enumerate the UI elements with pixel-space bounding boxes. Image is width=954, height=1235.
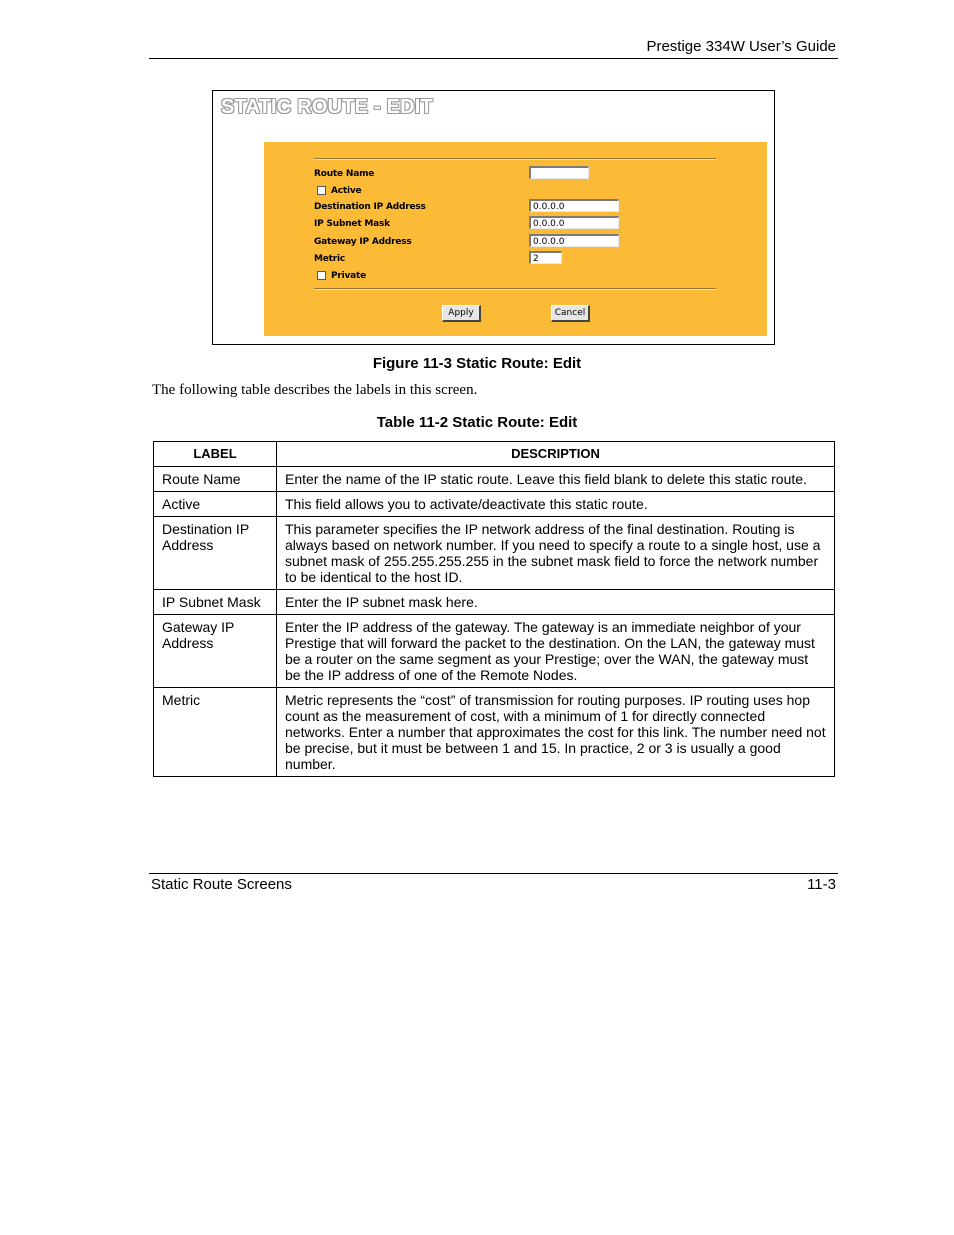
active-checkbox[interactable] <box>317 186 326 195</box>
table-row <box>154 688 835 777</box>
row-description: Enter the name of the IP static route. Leave this field blank to delete this static route. <box>277 467 835 492</box>
figure-caption: Figure 11-3 Static Route: Edit <box>372 355 582 372</box>
table-header-row <box>154 442 835 467</box>
table-row <box>154 467 835 492</box>
apply-button[interactable]: Apply <box>442 305 481 322</box>
table-row <box>154 517 835 590</box>
header-description: DESCRIPTION <box>277 442 835 467</box>
row-description: Enter the IP address of the gateway. The gateway is an immediate neighbor of your Prestige that will forward the packet to the destination. On the LAN, the gateway must be a router on the same segment as your Prestige; over the WAN, the gateway must be the IP address of one of the Remote Nodes. <box>277 615 835 688</box>
top-divider <box>314 158 716 160</box>
row-description: This parameter specifies the IP network address of the final destination. Routing is always based on network number. If you need to specify a route to a single host, use a subnet mask of 255.255.255.255 in the subnet mask field to force the network number to be identical to the host ID. <box>277 517 835 590</box>
bottom-divider <box>314 288 716 290</box>
row-description: Metric represents the “cost” of transmission for routing purposes. IP routing uses hop count as the measurement of cost, with a minimum of 1 for directly connected networks. Enter a number that approximates the cost for this link. The number need not be precise, but it must be between 1 and 15. In practice, 2 or 3 is usually a good number. <box>277 688 835 777</box>
footer-page-number: 11-3 <box>807 876 836 893</box>
route-name-input[interactable] <box>529 166 589 179</box>
gateway-ip-input[interactable]: 0.0.0.0 <box>529 234 619 247</box>
table-row <box>154 492 835 517</box>
route-name-label: Route Name <box>314 169 375 179</box>
table-caption: Table 11-2 Static Route: Edit <box>376 414 578 431</box>
footer-section: Static Route Screens <box>151 876 292 893</box>
intro-text: The following table describes the labels in this screen. <box>152 382 478 398</box>
active-label: Active <box>331 186 362 196</box>
guide-title: Prestige 334W User’s Guide <box>646 38 836 55</box>
row-label: IP Subnet Mask <box>154 590 277 615</box>
private-label: Private <box>331 271 367 281</box>
description-table <box>153 441 835 777</box>
row-label: Destination IP Address <box>154 517 277 590</box>
row-description: This field allows you to activate/deactivate this static route. <box>277 492 835 517</box>
figure-screenshot <box>212 90 775 345</box>
screen-title: STATIC ROUTE - EDIT <box>221 96 433 118</box>
cancel-button[interactable]: Cancel <box>551 305 590 322</box>
row-description: Enter the IP subnet mask here. <box>277 590 835 615</box>
metric-input[interactable]: 2 <box>529 251 562 264</box>
row-label: Metric <box>154 688 277 777</box>
page-footer <box>149 873 838 893</box>
private-checkbox[interactable] <box>317 271 326 280</box>
edit-form-panel <box>264 142 767 336</box>
dest-ip-label: Destination IP Address <box>314 202 426 212</box>
row-label: Active <box>154 492 277 517</box>
row-label: Gateway IP Address <box>154 615 277 688</box>
table-row <box>154 615 835 688</box>
metric-label: Metric <box>314 254 346 264</box>
dest-ip-input[interactable]: 0.0.0.0 <box>529 199 619 212</box>
header-label: LABEL <box>154 442 277 467</box>
gateway-ip-label: Gateway IP Address <box>314 237 412 247</box>
page-header <box>149 38 838 59</box>
subnet-mask-input[interactable]: 0.0.0.0 <box>529 216 619 229</box>
row-label: Route Name <box>154 467 277 492</box>
subnet-mask-label: IP Subnet Mask <box>314 219 390 229</box>
table-row <box>154 590 835 615</box>
